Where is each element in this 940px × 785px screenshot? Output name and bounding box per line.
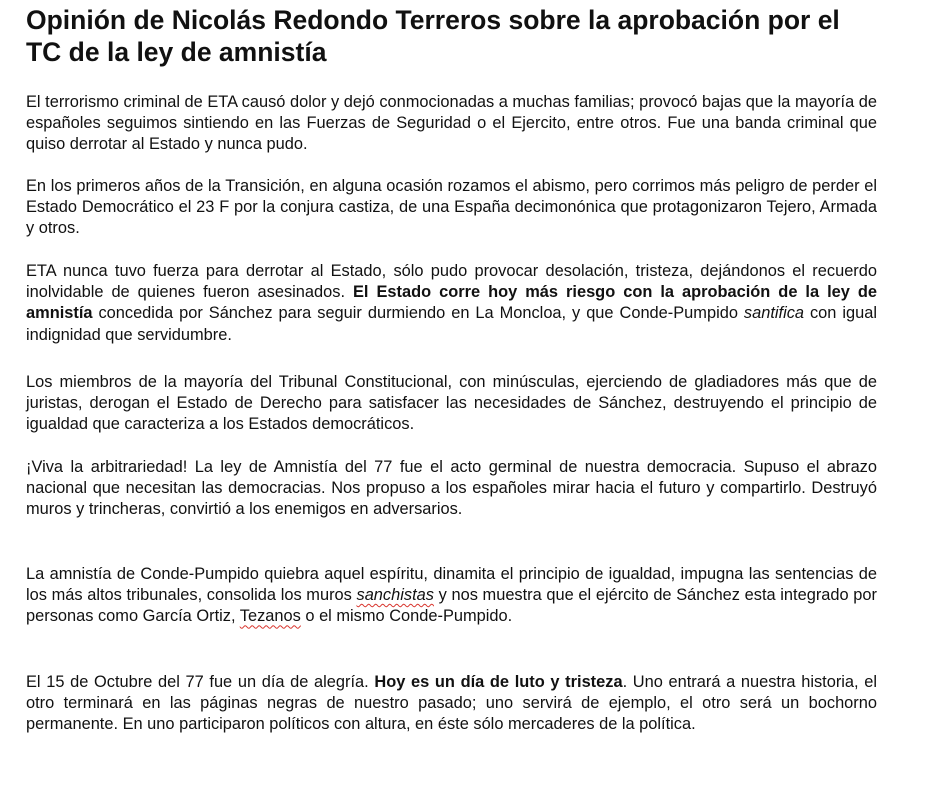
paragraph-7-text-b: . Uno entrará a nuestra historia, el otro terminará en las páginas negras de nuestro pasado; uno servirá de ejemplo, el otro será un bochorno permanente. En uno participaron políticos con altura, en éste sólo mercaderes de la política. — [26, 673, 878, 734]
paragraph-5: ¡Viva la arbitrariedad! La ley de Amnistía del 77 fue el acto germinal de nuestra democracia. Supuso el abrazo nacional que necesitan las democracias. Nos propuso a los españoles mirar hacia el futuro y compartirlo. Destruyó muros y trincheras, convirtió a los enemigos en adversarios. — [26, 458, 877, 519]
paragraph-3-text-b: concedida por Sánchez para seguir durmiendo en La Moncloa, y que Conde-Pumpido — [92, 304, 744, 323]
paragraph-6-text-c: o el mismo Conde-Pumpido. — [300, 607, 513, 626]
paragraph-3-italic: santifica — [743, 304, 805, 323]
paragraph-7 — [26, 672, 877, 736]
paragraph-6 — [26, 564, 877, 628]
paragraph-1: El terrorismo criminal de ETA causó dolor y dejó conmocionadas a muchas familias; provocó bajas que la mayoría de españoles seguimos sintiendo en las Fuerzas de Seguridad o el Ejercito, entre otros. Fue una banda criminal que quiso derrotar al Estado y nunca pudo. — [26, 93, 877, 154]
paragraph-6-text-b: y nos muestra que el ejército de Sánchez esta integrado por personas como García Ortiz, — [26, 586, 877, 626]
paragraph-7-text-a: El 15 de Octubre del 77 fue un día de alegría. — [26, 673, 375, 691]
paragraph-2: En los primeros años de la Transición, en alguna ocasión rozamos el abismo, pero corrimos más peligro de perder el Estado Democrático el 23 F por la conjura castiza, de una España decimonónica que protagonizaron Tejero, Armada y otros. — [26, 177, 877, 238]
paragraph-7-bold: Hoy es un día de luto y tristeza — [374, 673, 623, 691]
paragraph-3-text-a: ETA nunca tuvo fuerza para derrotar al Estado, sólo pudo provocar desolación, tristeza, dejándonos el recuerdo inolvidable de quienes fueron asesinados. — [26, 262, 877, 302]
document-title: Opinión de Nicolás Redondo Terreros sobre la aprobación por el TC de la ley de amnistía — [26, 5, 840, 67]
paragraph-3-bold: El Estado corre hoy más riesgo con la aprobación de la ley de amnistía — [26, 283, 877, 323]
paragraph-3-text-c: con igual indignidad que servidumbre. — [26, 304, 877, 344]
spellcheck-word-tezanos[interactable]: Tezanos — [239, 607, 301, 626]
paragraph-3 — [26, 261, 877, 346]
paragraph-6-text-a: La amnistía de Conde-Pumpido quiebra aquel espíritu, dinamita el principio de igualdad, impugna las sentencias de los más altos tribunales, consolida los muros — [26, 565, 877, 605]
paragraph-4: Los miembros de la mayoría del Tribunal Constitucional, con minúsculas, ejerciendo de gladiadores más que de juristas, derogan el Estado de Derecho para satisfacer las necesidades de Sánchez, destruyendo el principio de igualdad que caracteriza a los Estados democráticos. — [26, 373, 877, 434]
spellcheck-word-sanchistas[interactable]: sanchistas — [356, 586, 434, 605]
document — [26, 4, 878, 734]
